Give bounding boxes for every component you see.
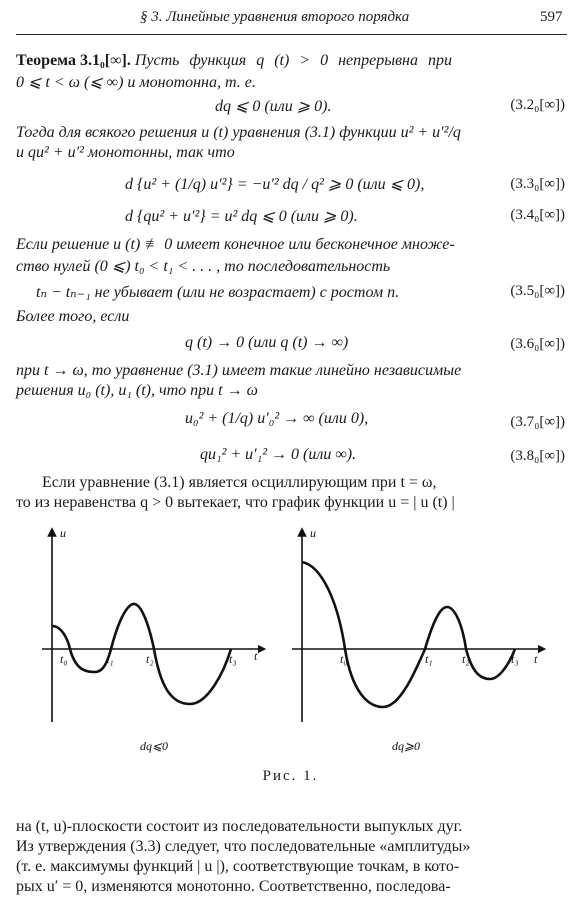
equation-number-3-2: (3.2₀[∞]) <box>510 97 565 113</box>
equation-3-4: d {qu² + u′²} = u² dq ⩽ 0 (или ⩾ 0). <box>125 208 358 225</box>
left-zero-t0: t₀ <box>60 652 68 666</box>
theorem-line-10: решения u₀ (t), u₁ (t), что при t → ω <box>16 382 258 399</box>
paragraph-2-line-2: Из утверждения (3.3) следует, что последовательные «амплитуды» <box>16 838 471 855</box>
page-number: 597 <box>540 9 563 25</box>
paragraph-1-line-2: то из неравенства q > 0 вытекает, что график функции u = | u (t) | <box>16 494 455 511</box>
equation-3-8: qu₁² + u′₁² → 0 (или ∞). <box>200 446 357 463</box>
equation-number-3-8: (3.8₀[∞]) <box>510 448 565 464</box>
figure-caption: Рис. 1. <box>262 768 319 784</box>
right-graph <box>292 526 542 753</box>
equation-3-2: dq ⩽ 0 (или ⩾ 0). <box>215 98 332 115</box>
theorem-first-line <box>16 52 452 70</box>
theorem-line-3: Тогда для всякого решения u (t) уравнения (3.1) функции u² + u′²/q <box>16 124 461 141</box>
left-zero-t2: t₂ <box>146 652 154 666</box>
left-caption: dq⩽0 <box>140 739 169 753</box>
equation-3-3: d {u² + (1/q) u′²} = −u′² dq / q² ⩾ 0 (или ⩽ 0), <box>125 176 425 193</box>
equation-3-6: q (t) → 0 (или q (t) → ∞) <box>185 334 349 351</box>
theorem-line-2: 0 ⩽ t < ω (⩽ ∞) и монотонна, т. е. <box>16 74 256 91</box>
paragraph-1-line-1: Если уравнение (3.1) является осциллирующим при t = ω, <box>42 474 437 491</box>
equation-number-3-3: (3.3₀[∞]) <box>510 176 565 192</box>
theorem-line-8: Более того, если <box>16 308 130 325</box>
right-axis-u-label: u <box>310 526 316 540</box>
paragraph-2-line-1: на (t, u)-плоскости состоит из последовательности выпуклых дуг. <box>16 818 463 835</box>
theorem-label: Теорема 3.1₀[∞]. <box>16 52 131 69</box>
right-zero-t0: t₀ <box>340 652 348 666</box>
left-axis-t-label: t <box>254 649 258 663</box>
theorem-text: Пусть функция q (t) > 0 непрерывна при <box>134 52 452 69</box>
running-title: § 3. Линейные уравнения второго порядка <box>140 9 410 25</box>
left-graph <box>42 526 262 753</box>
paragraph-2-line-3: (т. е. максимумы функций | u |), соответствующие точкам, в кото- <box>16 858 460 875</box>
theorem-line-9: при t → ω, то уравнение (3.1) имеет такие линейно независимые <box>16 362 462 379</box>
paragraph-2-line-4: рых u′ = 0, изменяются монотонно. Соответственно, последова- <box>16 878 451 895</box>
right-zero-t1: t₁ <box>425 652 433 666</box>
right-solution-curve <box>302 562 515 707</box>
header-rule <box>16 34 567 35</box>
theorem-line-7: tₙ − tₙ₋₁ не убывает (или не возрастает) с ростом n. <box>36 284 400 301</box>
left-solution-curve <box>52 604 231 704</box>
right-caption: dq⩾0 <box>392 739 421 753</box>
equation-number-3-4: (3.4₀[∞]) <box>510 207 565 223</box>
theorem-line-6: ство нулей (0 ⩽) t₀ < t₁ < . . . , то последовательность <box>16 258 391 275</box>
theorem-line-5: Если решение u (t) ≢ 0 имеет конечное или бесконечное множе- <box>16 236 455 253</box>
right-zero-t3: t₃ <box>511 652 519 666</box>
theorem-line-4: и qu² + u′² монотонны, так что <box>16 144 235 161</box>
equation-3-7: u₀² + (1/q) u′₀² → ∞ (или 0), <box>185 410 369 427</box>
left-axis-u-label: u <box>60 526 66 540</box>
equation-number-3-5: (3.5₀[∞]) <box>510 283 565 299</box>
right-zero-t2: t₂ <box>462 652 470 666</box>
left-zero-t3: t₃ <box>229 652 237 666</box>
equation-number-3-6: (3.6₀[∞]) <box>510 336 565 352</box>
right-axis-t-label: t <box>534 652 538 666</box>
equation-number-3-7: (3.7₀[∞]) <box>510 414 565 430</box>
figure-1 <box>0 522 581 767</box>
left-zero-t1: t₁ <box>106 652 114 666</box>
